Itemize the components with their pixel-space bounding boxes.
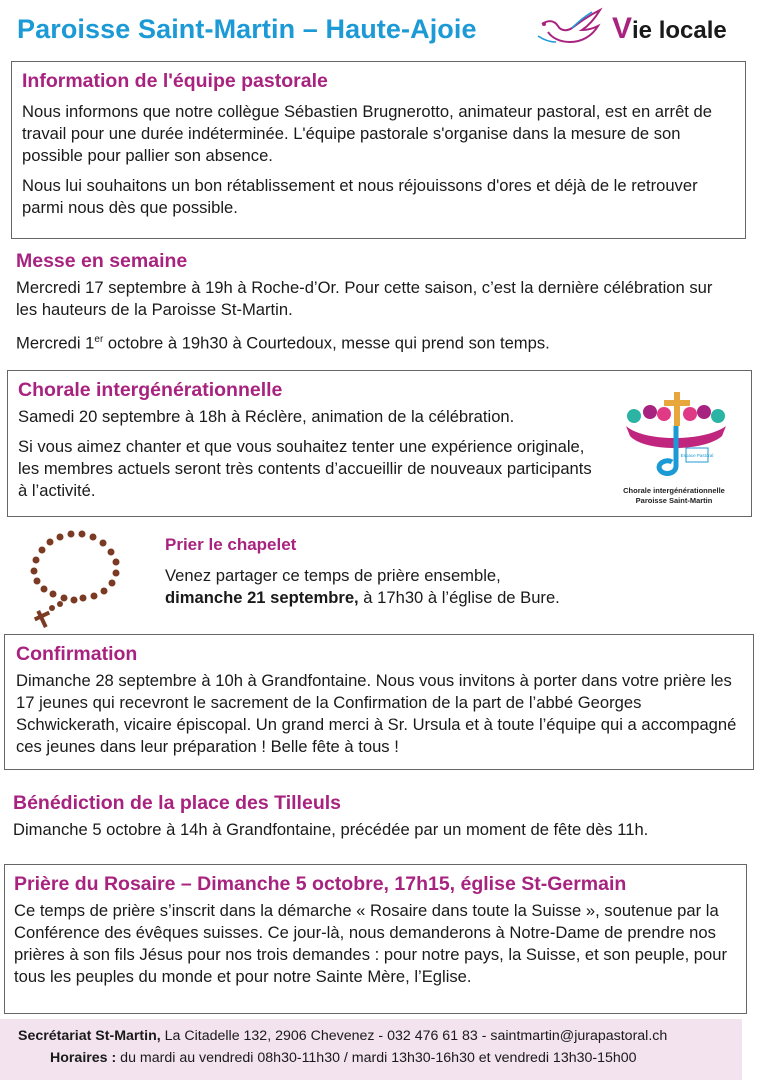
choir-logo-caption: Chorale intergénérationnelle Paroisse Saint-Martin: [623, 486, 725, 505]
pastoral-heading: Information de l'équipe pastorale: [22, 70, 328, 92]
benediction-heading: Bénédiction de la place des Tilleuls: [13, 792, 341, 814]
footer-bar: [0, 1019, 742, 1080]
choir-badge-text: Espace Pastoral: [680, 453, 714, 458]
chapelet-line-1: Venez partager ce temps de prière ensemble,: [165, 566, 501, 585]
footer-secretariat: Secrétariat St-Martin, La Citadelle 132, 2906 Chevenez - 032 476 61 83 - saintmartin@jurapastoral.ch: [18, 1028, 668, 1044]
pastoral-paragraph-1: Nous informons que notre collègue Sébastien Brugnerotto, animateur pastoral, est en arrêt de travail pour une durée indéterminée. L'équipe pastorale s'organise dans la mesure de son possible pour pallier son absence.: [22, 102, 712, 165]
rosaire-heading: Prière du Rosaire – Dimanche 5 octobre, 17h15, église St-Germain: [14, 873, 627, 895]
vie-locale-label: Vie locale: [612, 12, 727, 45]
messe-section: [16, 249, 736, 355]
chorale-paragraph-2: Si vous aimez chanter et que vous souhaitez tenter une expérience originale, les membres actuels seront très contents d’accueillir de nouveaux participants à l’activité.: [18, 437, 592, 500]
vie-locale-logo: [536, 6, 756, 50]
chapelet-heading: Prier le chapelet: [165, 535, 297, 554]
pastoral-paragraph-2: Nous lui souhaitons un bon rétablissement et nous réjouissons d'ores et déjà de le retrouver parmi nous dès que possible.: [22, 176, 698, 217]
confirmation-paragraph: Dimanche 28 septembre à 10h à Grandfontaine. Nous vous invitons à porter dans votre prière les 17 jeunes qui recevront le sacrement de la Confirmation de la part de l’abbé Georges Schwickerath, vicaire épiscopal. Un grand merci à Sr. Ursula et à toute l’équipe qui a accompagné ces jeunes dans leur préparation ! Belle fête à tous !: [16, 671, 737, 756]
chapelet-section: [165, 534, 745, 609]
rosary-icon: [20, 528, 130, 628]
chorale-heading: Chorale intergénérationnelle: [18, 379, 283, 401]
page-title: Paroisse Saint-Martin – Haute-Ajoie: [17, 14, 477, 44]
pastoral-team-box: [11, 61, 746, 239]
messe-heading: Messe en semaine: [16, 250, 188, 272]
rosaire-box: [4, 864, 747, 1014]
dove-logo-icon: [536, 6, 610, 50]
footer-hours: Horaires : du mardi au vendredi 08h30-11h30 / mardi 13h30-16h30 et vendredi 13h30-15h00: [50, 1050, 637, 1066]
messe-paragraph-1: Mercredi 17 septembre à 19h à Roche-d’Or. Pour cette saison, c’est la dernière célébration sur les hauteurs de la Paroisse St-Martin.: [16, 278, 713, 319]
confirmation-box: [4, 634, 754, 770]
confirmation-heading: Confirmation: [16, 643, 138, 665]
messe-paragraph-2: Mercredi 1er octobre à 19h30 à Courtedoux, messe qui prend son temps.: [16, 333, 550, 353]
chapelet-line-2: dimanche 21 septembre, à 17h30 à l’église de Bure.: [165, 588, 560, 607]
chorale-paragraph-1: Samedi 20 septembre à 18h à Réclère, animation de la célébration.: [18, 407, 515, 426]
rosaire-paragraph: Ce temps de prière s’inscrit dans la démarche « Rosaire dans toute la Suisse », soutenue par la Conférence des évêques suisses. Ce jour-là, nous demanderons à Notre-Dame de prendre nos prières à son fils Jésus pour nos trois demandes : pour notre pays, la Suisse, et son peuple, pour tous les peuples du monde et pour notre Sainte Mère, l’Eglise.: [14, 901, 728, 986]
benediction-paragraph: Dimanche 5 octobre à 14h à Grandfontaine, précédée par un moment de fête dès 11h.: [13, 820, 649, 839]
benediction-section: [13, 791, 753, 841]
choir-logo-icon: [614, 386, 734, 512]
